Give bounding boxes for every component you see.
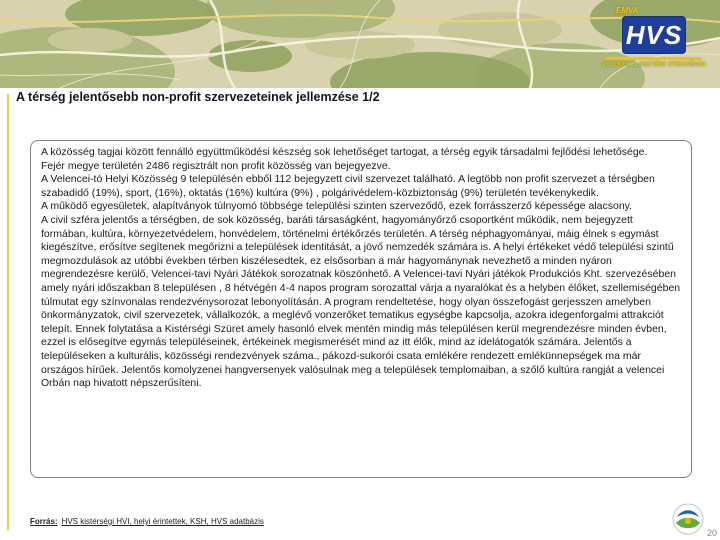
body-paragraph: A közösség tagjai között fennálló együttműködési készség sok lehetőséget tartogat, a térség egyik társadalmi fejlődési lehetősége. <box>41 146 648 158</box>
page-number: 20 <box>706 528 717 538</box>
logo-emva-text: EMVA <box>616 6 639 15</box>
body-paragraph: Fejér megye területén 2486 regisztrált non profit közösség van bejegyezve. <box>41 159 391 172</box>
footer-emblem-icon <box>672 503 704 535</box>
page-title: A térség jelentősebb non-profit szervezeteinek jellemzése 1/2 <box>16 90 380 104</box>
body-paragraph: A működő egyesületek, alapítványok túlnyomó többsége települési szinten szerveződő, ezek forrásszerző képessége alacsony. <box>41 200 633 213</box>
logo-hvs-text: HVS <box>622 16 686 54</box>
body-paragraph: A civil szféra jelentős a térségben, de sok közösség, baráti társaságként, hagyományőrző csoportként működik, nem bejegyzett formában, kultúra, környezetvédelem, honvédelem, történelmi értékőrzés területén. A térség néphagyományai, máig élnek s egymást kiegészítve, erősítve segítenek megőrizni a települések identitását, a jövő nemzedék számára is. A helyi értékeket védő települési szintű megmozdulások az utóbbi években térben kiszélesedtek, ez elsősorban a már hagyománynak nevezhető a minden nyáron megrendezésre kerülő, Velencei-tavi Nyári Játékok sorozatnak köszönhető. A Velencei-tavi Nyári játékok Produkciós Kht. szervezésében amely nyári időszakban 8 településen , 8 hétvégén 4-4 napos program sorozattal várja a nyaralókat és a helyben élőket, szellemiségében túlmutat egy színvonalas rendezvénysorozat lebonyolításán. A program rendeltetése, hogy olyan összefogást gerjesszen amelyben önkormányzatok, civil szervezetek, vállalkozók, a meglévő vonzerőket tematikus egységbe kapcsolja, azokra idegenforgalmi attrakciót telepít. Ennek folytatása a Kistérségi Szüret amely hasonló elvek mentén mindig más településen kerül megrendezésre minden évben, ezzel is elősegítve egymás településeinek, értékeinek megismerését mind az itt élők, mind az idelátogatók számára. Jelentős a településeken a kulturális, közösségi rendezvények száma., pákozd-sukorói csata emlékére rendezett emlékünnepségek ma már országos hírűek. Jelentős komolyzenei hangversenyek valósulnak meg a települések templomaiban, a szőlő kultúra rangját a velencei Orbán nap hivatott népszerűsíteni. <box>41 213 681 390</box>
source-text: HVS kistérségi HVI, helyi érintettek, KSH, HVS adatbázis <box>61 517 264 526</box>
left-accent-line <box>7 94 9 530</box>
logo-subtitle: VIDÉKFEJLESZTÉSI STRATÉGIA <box>601 62 707 68</box>
source-note <box>30 517 264 526</box>
body-paragraph: A Velencei-tó Helyi Közösség 9 településén ebből 112 bejegyzett civil szervezet található. A legtöbb non profit szervezet a térségben szabadidő (19%), sport, (16%), oktatás (16%) kultúra (9%) , polgárivédelem-közbiztonság (9%) területén tevékenykedik. <box>41 173 655 199</box>
hvs-logo <box>598 6 710 68</box>
emblem-graphic <box>672 503 704 535</box>
body-text-box <box>30 140 692 478</box>
logo-underline <box>606 57 702 60</box>
source-label: Forrás: <box>30 517 58 526</box>
